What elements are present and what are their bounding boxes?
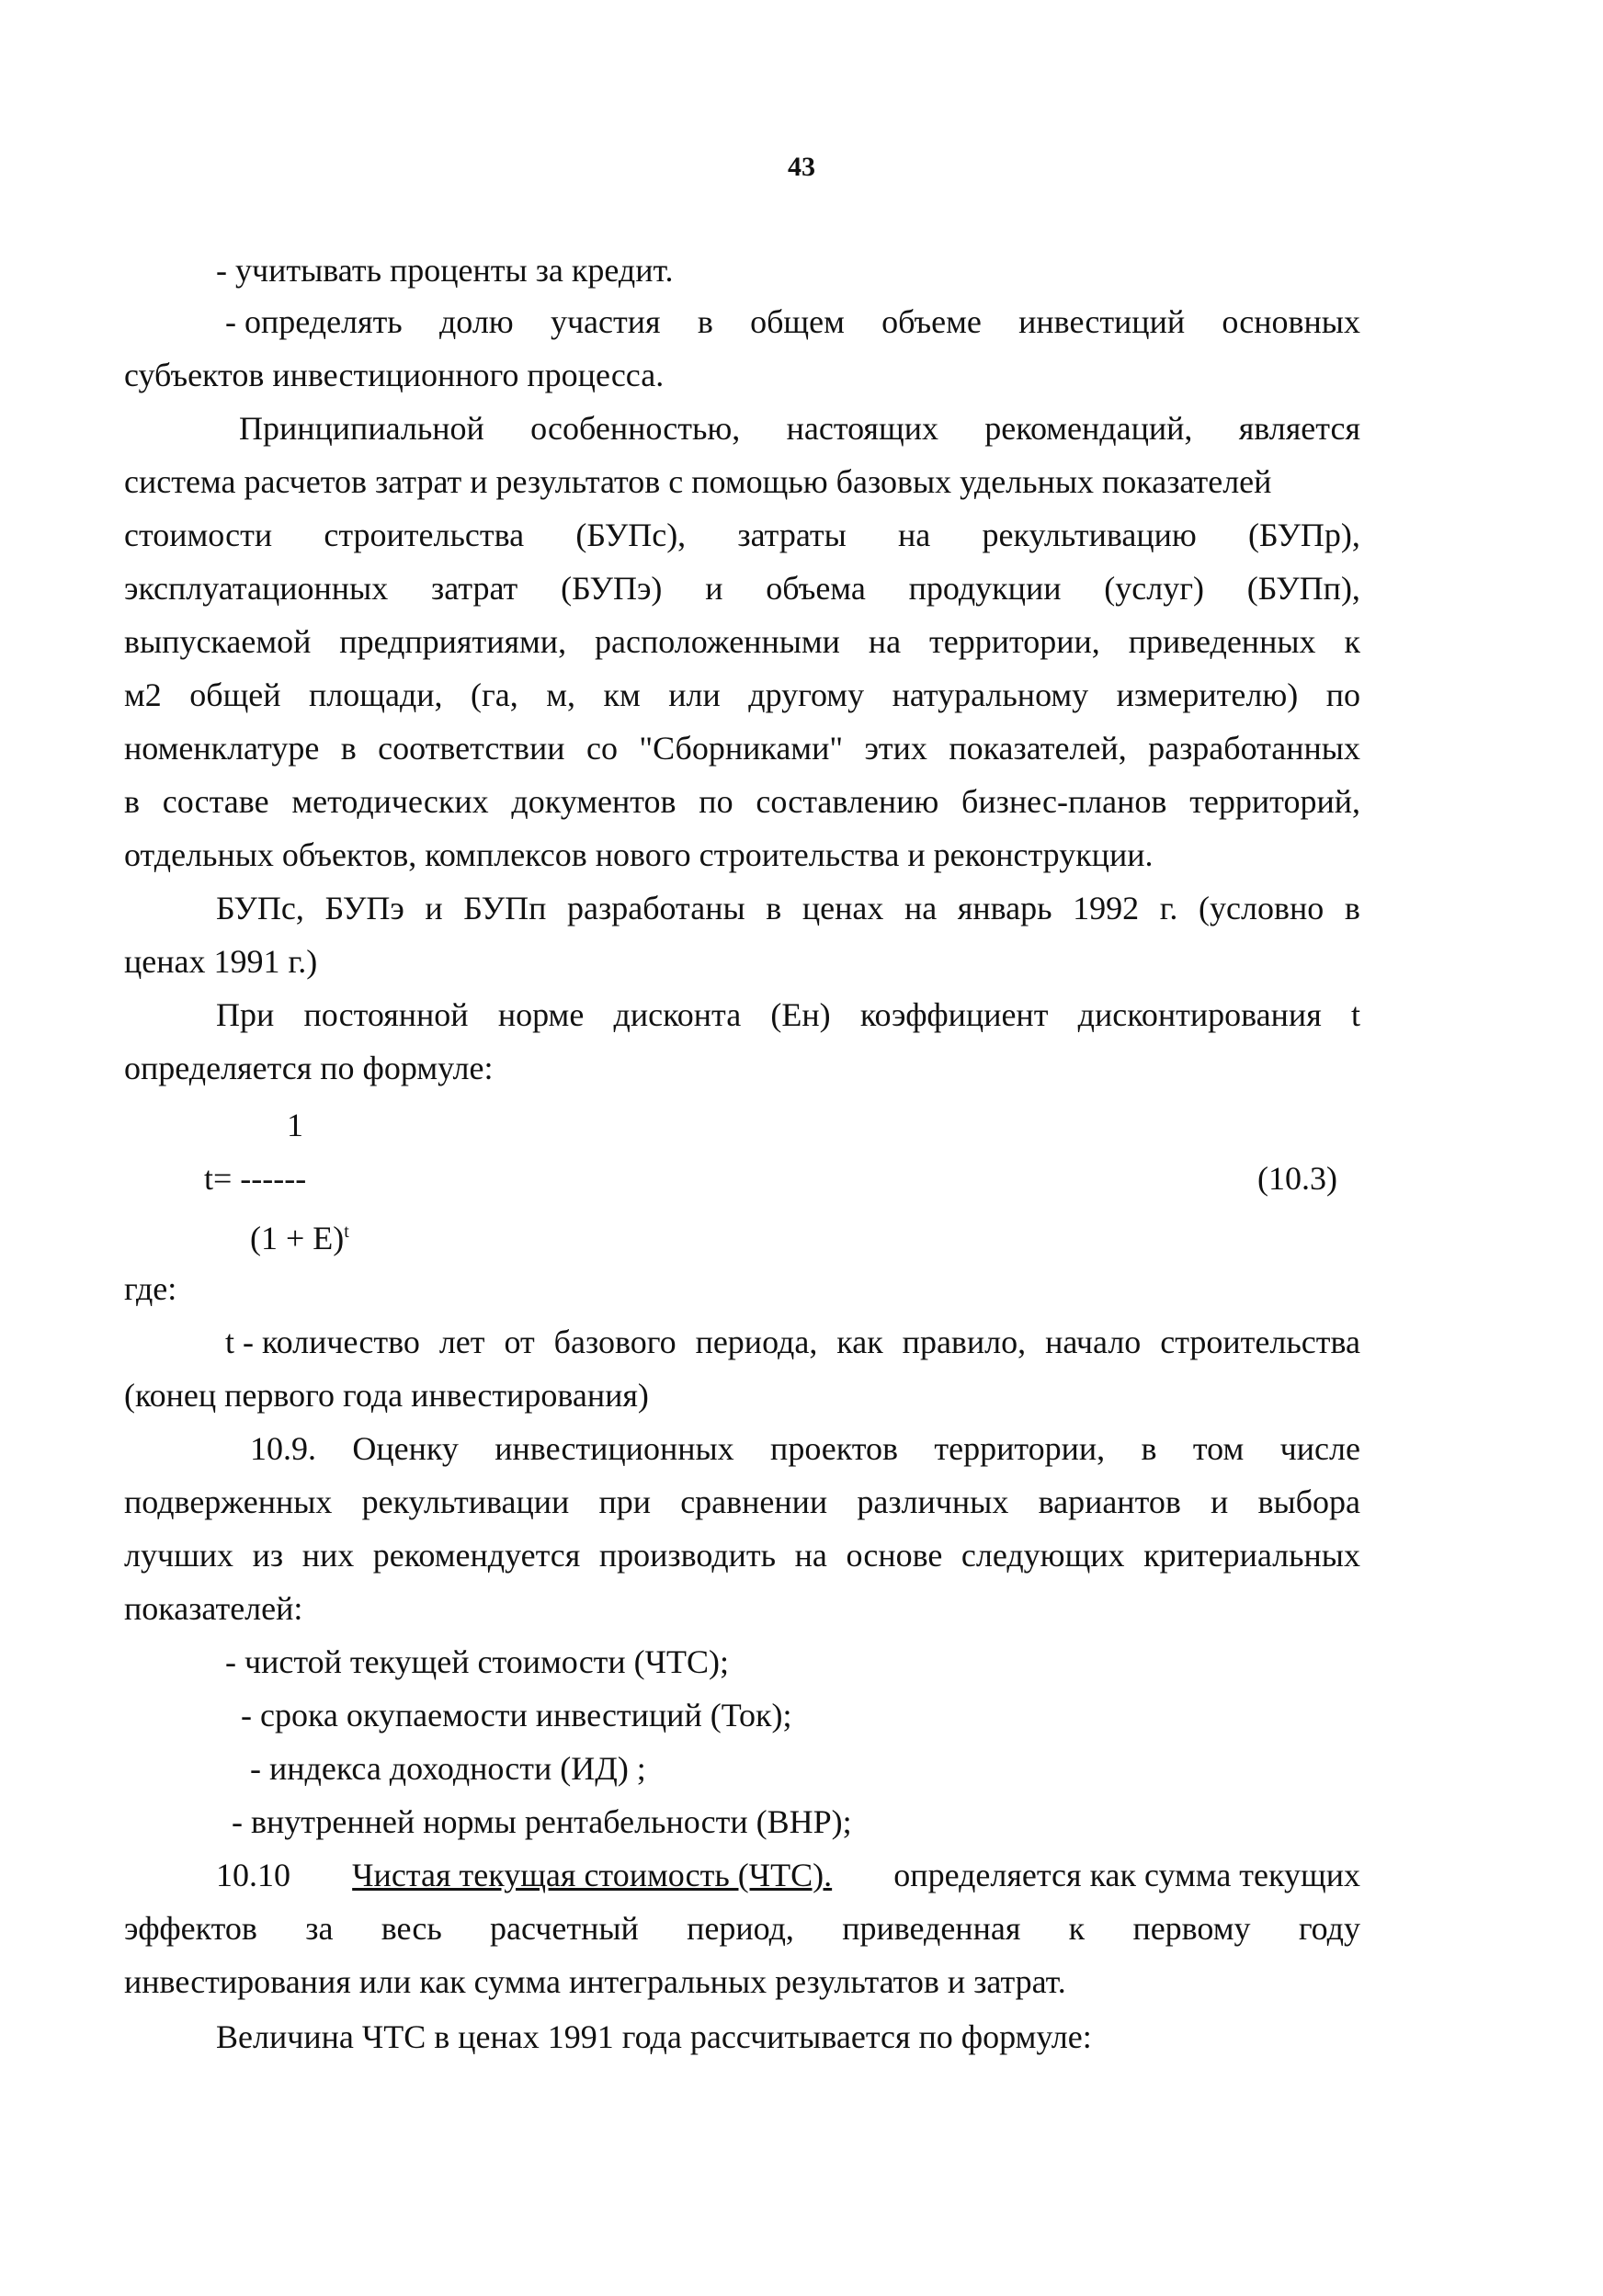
paragraph-line: (конец первого года инвестирования) (124, 1377, 649, 1414)
paragraph-line: где: (124, 1270, 177, 1307)
paragraph-line: система расчетов затрат и результатов с помощью базовых удельных показателей (124, 463, 1272, 500)
formula-lhs: t= ------ (204, 1160, 307, 1197)
paragraph-line: субъектов инвестиционного процесса. (124, 357, 665, 393)
paragraph-line: БУПс, БУПэ и БУПп разработаны в ценах на январь 1992 г. (условно в (216, 890, 1360, 926)
paragraph-line: отдельных объектов, комплексов нового строительства и реконструкции. (124, 836, 1154, 873)
list-item-payback: - срока окупаемости инвестиций (Ток); (241, 1697, 792, 1733)
paragraph-line: определяется по формуле: (124, 1050, 494, 1086)
paragraph-line: ценах 1991 г.) (124, 943, 318, 980)
paragraph-line: выпускаемой предприятиями, расположенными на территории, приведенных к (124, 623, 1360, 660)
page-number: 43 (788, 152, 815, 182)
list-item-npv: - чистой текущей стоимости (ЧТС); (225, 1643, 730, 1680)
paragraph-line: Величина ЧТС в ценах 1991 года рассчитывается по формуле: (216, 2018, 1092, 2055)
paragraph-line: лучших из них рекомендуется производить на основе следующих критериальных (124, 1537, 1360, 1574)
formula-number: (10.3) (1257, 1160, 1337, 1197)
paragraph-line: номенклатуре в соответствии со "Сборниками" этих показателей, разработанных (124, 730, 1360, 767)
paragraph-line: При постоянной норме дисконта (Ен) коэффициент дисконтирования t (216, 996, 1360, 1033)
list-item-irr: - внутренней нормы рентабельности (ВНР); (232, 1803, 852, 1840)
section-heading-line: 10.9. Оценку инвестиционных проектов территории, в том числе (250, 1430, 1360, 1467)
section-heading-npv: 10.10 Чистая текущая стоимость (ЧТС). определяется как сумма текущих (216, 1857, 1360, 1893)
npv-term: Чистая текущая стоимость (ЧТС). (352, 1857, 833, 1893)
paragraph-line: инвестирования или как сумма интегральных результатов и затрат. (124, 1963, 1066, 2000)
formula-denominator: $(1 + E)^t$ (250, 1220, 349, 1256)
list-item-interest: - учитывать проценты за кредит. (216, 252, 674, 289)
paragraph-line: показателей: (124, 1590, 303, 1627)
list-item-profitability-index: - индекса доходности (ИД) ; (250, 1750, 646, 1787)
paragraph-line: Принципиальной особенностью, настоящих рекомендаций, является (239, 410, 1360, 447)
list-item-share: - определять долю участия в общем объеме инвестиций основных (225, 303, 1360, 340)
paragraph-line: эффектов за весь расчетный период, приведенная к первому году (124, 1910, 1360, 1947)
paragraph-line: стоимости строительства (БУПс), затраты на рекультивацию (БУПр), (124, 517, 1360, 553)
paragraph-line: в составе методических документов по составлению бизнес-планов территорий, (124, 783, 1360, 820)
paragraph-line: эксплуатационных затрат (БУПэ) и объема продукции (услуг) (БУПп), (124, 570, 1360, 607)
paragraph-line: м2 общей площади, (га, м, км или другому натуральному измерителю) по (124, 676, 1360, 713)
formula-numerator: 1 (287, 1107, 303, 1143)
paragraph-line: подверженных рекультивации при сравнении различных вариантов и выбора (124, 1483, 1360, 1520)
paragraph-line: t - количество лет от базового периода, как правило, начало строительства (225, 1324, 1360, 1360)
